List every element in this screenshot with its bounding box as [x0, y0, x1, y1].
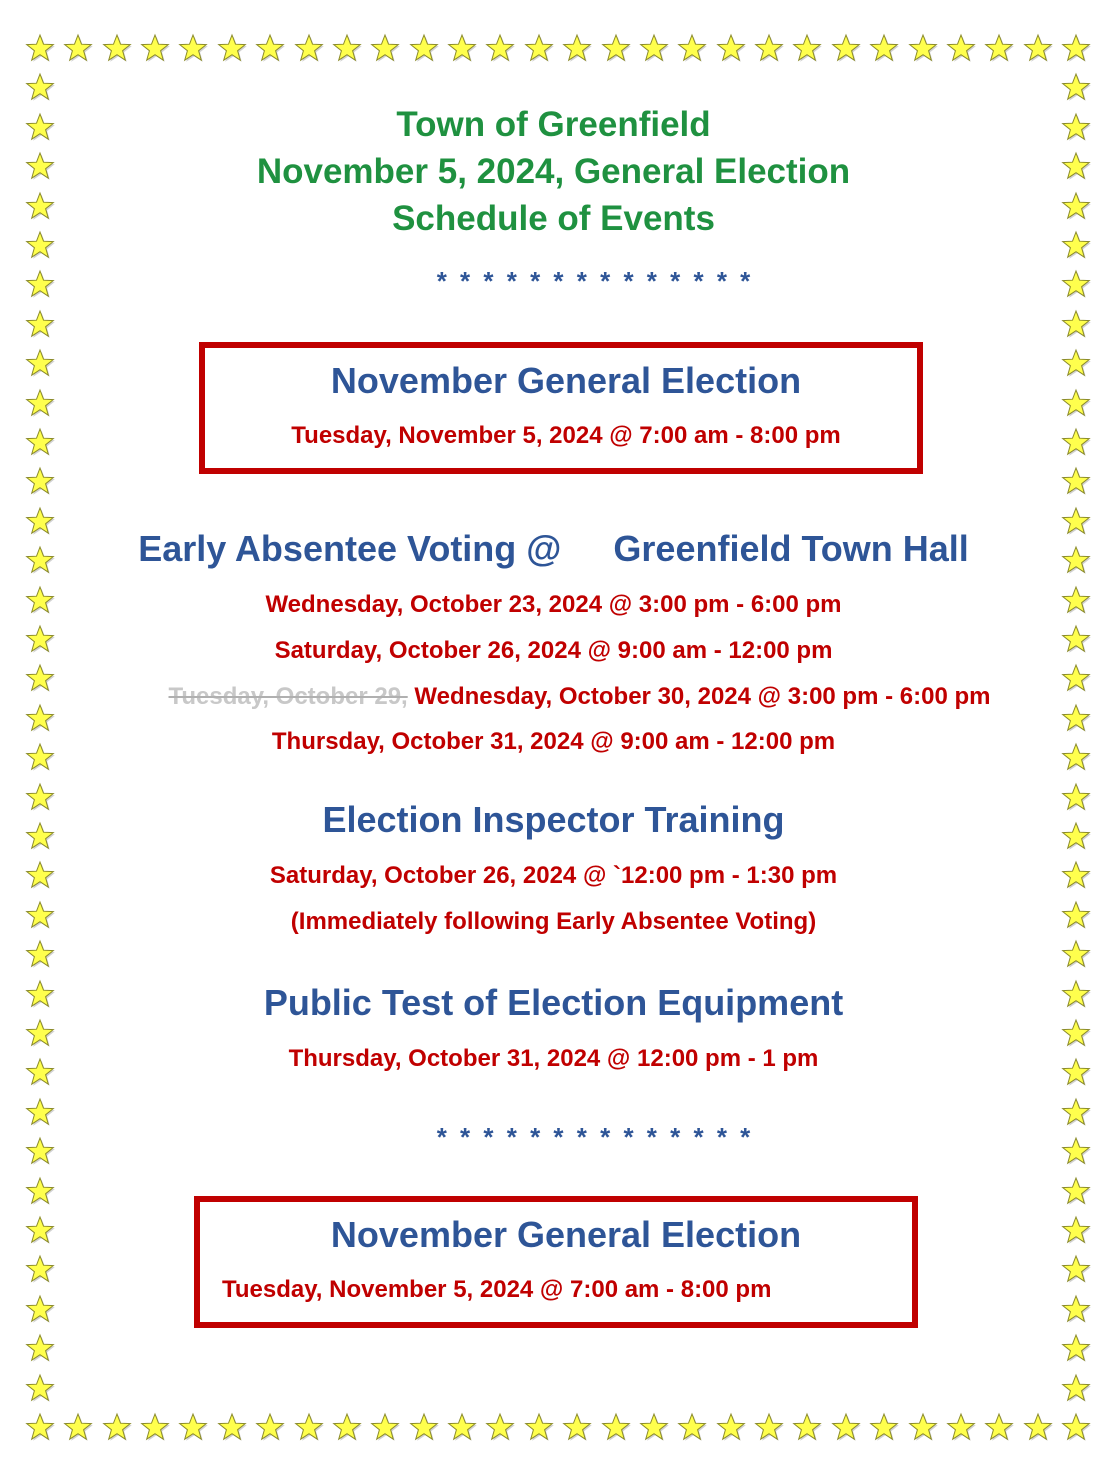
star-icon — [793, 1413, 821, 1441]
star-icon — [26, 1177, 54, 1205]
star-icon — [371, 34, 399, 62]
star-icon — [717, 1413, 745, 1441]
star-icon — [870, 34, 898, 62]
star-icon — [563, 1413, 591, 1441]
star-icon — [870, 1413, 898, 1441]
star-icon — [26, 310, 54, 338]
star-icon — [947, 1413, 975, 1441]
star-icon — [410, 1413, 438, 1441]
star-icon — [1062, 1374, 1090, 1402]
star-icon — [1024, 1413, 1052, 1441]
star-icon — [678, 34, 706, 62]
star-icon — [26, 940, 54, 968]
star-icon — [640, 34, 668, 62]
star-icon — [1062, 467, 1090, 495]
star-icon — [371, 1413, 399, 1441]
star-icon — [103, 1413, 131, 1441]
star-icon — [410, 34, 438, 62]
election-box-bottom-title: November General Election — [330, 1214, 802, 1255]
election-box-bottom — [194, 1196, 918, 1328]
star-icon — [448, 34, 476, 62]
star-icon — [525, 34, 553, 62]
asterisk-divider-bottom: * * * * * * * * * * * * * * — [436, 1122, 751, 1152]
struck-date: Tuesday, October 29, — [168, 683, 408, 710]
star-icon — [1062, 1413, 1090, 1441]
star-icon — [295, 34, 323, 62]
star-icon — [179, 1413, 207, 1441]
star-icon — [640, 1413, 668, 1441]
star-icon — [602, 1413, 630, 1441]
star-icon — [333, 1413, 361, 1441]
star-icon — [909, 34, 937, 62]
public-test-date: Thursday, October 31, 2024 @ 12:00 pm - 1 pm — [288, 1045, 819, 1072]
star-icon — [26, 73, 54, 101]
town-title: Town of Greenfield — [396, 105, 711, 144]
star-icon — [26, 1334, 54, 1362]
star-icon — [26, 467, 54, 495]
star-icon — [755, 1413, 783, 1441]
election-title: November 5, 2024, General Election — [256, 152, 851, 191]
schedule-title: Schedule of Events — [392, 199, 715, 238]
star-icon — [985, 1413, 1013, 1441]
star-icon — [602, 34, 630, 62]
star-icon — [909, 1413, 937, 1441]
election-box-bottom-date: Tuesday, November 5, 2024 @ 7:00 am - 8:00 pm — [222, 1276, 772, 1303]
star-icon — [985, 34, 1013, 62]
election-box-top — [199, 342, 923, 474]
star-icon — [1062, 940, 1090, 968]
star-icon — [1062, 73, 1090, 101]
star-icon — [486, 1413, 514, 1441]
star-icon — [1062, 310, 1090, 338]
star-icon — [563, 34, 591, 62]
asterisk-divider-top: * * * * * * * * * * * * * * — [436, 266, 751, 296]
star-icon — [1062, 1177, 1090, 1205]
star-icon — [256, 34, 284, 62]
early-voting-date-1: Wednesday, October 23, 2024 @ 3:00 pm - 6:00 pm — [265, 591, 842, 618]
star-icon — [448, 1413, 476, 1441]
star-icon — [832, 1413, 860, 1441]
star-icon — [1062, 1295, 1090, 1323]
inspector-training-title: Election Inspector Training — [322, 799, 785, 840]
star-icon — [141, 34, 169, 62]
star-icon — [1062, 1255, 1090, 1283]
star-icon — [141, 1413, 169, 1441]
star-icon — [218, 1413, 246, 1441]
inspector-training-date: Saturday, October 26, 2024 @ `12:00 pm - 1:30 pm — [269, 862, 838, 889]
star-icon — [26, 34, 54, 62]
star-icon — [832, 34, 860, 62]
star-icon — [295, 1413, 323, 1441]
election-box-top-title: November General Election — [330, 360, 802, 401]
star-icon — [1062, 1334, 1090, 1362]
early-voting-date-3: Tuesday, October 29, Wednesday, October 30, 2024 @ 3:00 pm - 6:00 pm — [168, 683, 991, 710]
star-icon — [947, 34, 975, 62]
star-icon — [333, 34, 361, 62]
public-test-title: Public Test of Election Equipment — [263, 982, 844, 1023]
star-icon — [678, 1413, 706, 1441]
early-voting-date-4: Thursday, October 31, 2024 @ 9:00 am - 12:00 pm — [271, 728, 836, 755]
star-icon — [179, 34, 207, 62]
early-voting-title-part1: Early Absentee Voting @ — [138, 528, 562, 569]
star-icon — [486, 34, 514, 62]
star-icon — [26, 1374, 54, 1402]
star-icon — [64, 34, 92, 62]
star-icon — [755, 34, 783, 62]
star-icon — [525, 1413, 553, 1441]
star-icon — [1024, 34, 1052, 62]
star-icon — [256, 1413, 284, 1441]
early-voting-title — [0, 528, 1107, 570]
inspector-training-note: (Immediately following Early Absentee Voting) — [290, 908, 817, 935]
star-icon — [218, 34, 246, 62]
star-icon — [1062, 34, 1090, 62]
star-icon — [26, 1413, 54, 1441]
early-voting-title-part2: Greenfield Town Hall — [613, 528, 969, 569]
star-icon — [64, 1413, 92, 1441]
star-icon — [103, 34, 131, 62]
early-voting-date-2: Saturday, October 26, 2024 @ 9:00 am - 12:00 pm — [274, 637, 833, 664]
star-icon — [717, 34, 745, 62]
election-box-top-date: Tuesday, November 5, 2024 @ 7:00 am - 8:00 pm — [291, 422, 841, 449]
star-icon — [793, 34, 821, 62]
